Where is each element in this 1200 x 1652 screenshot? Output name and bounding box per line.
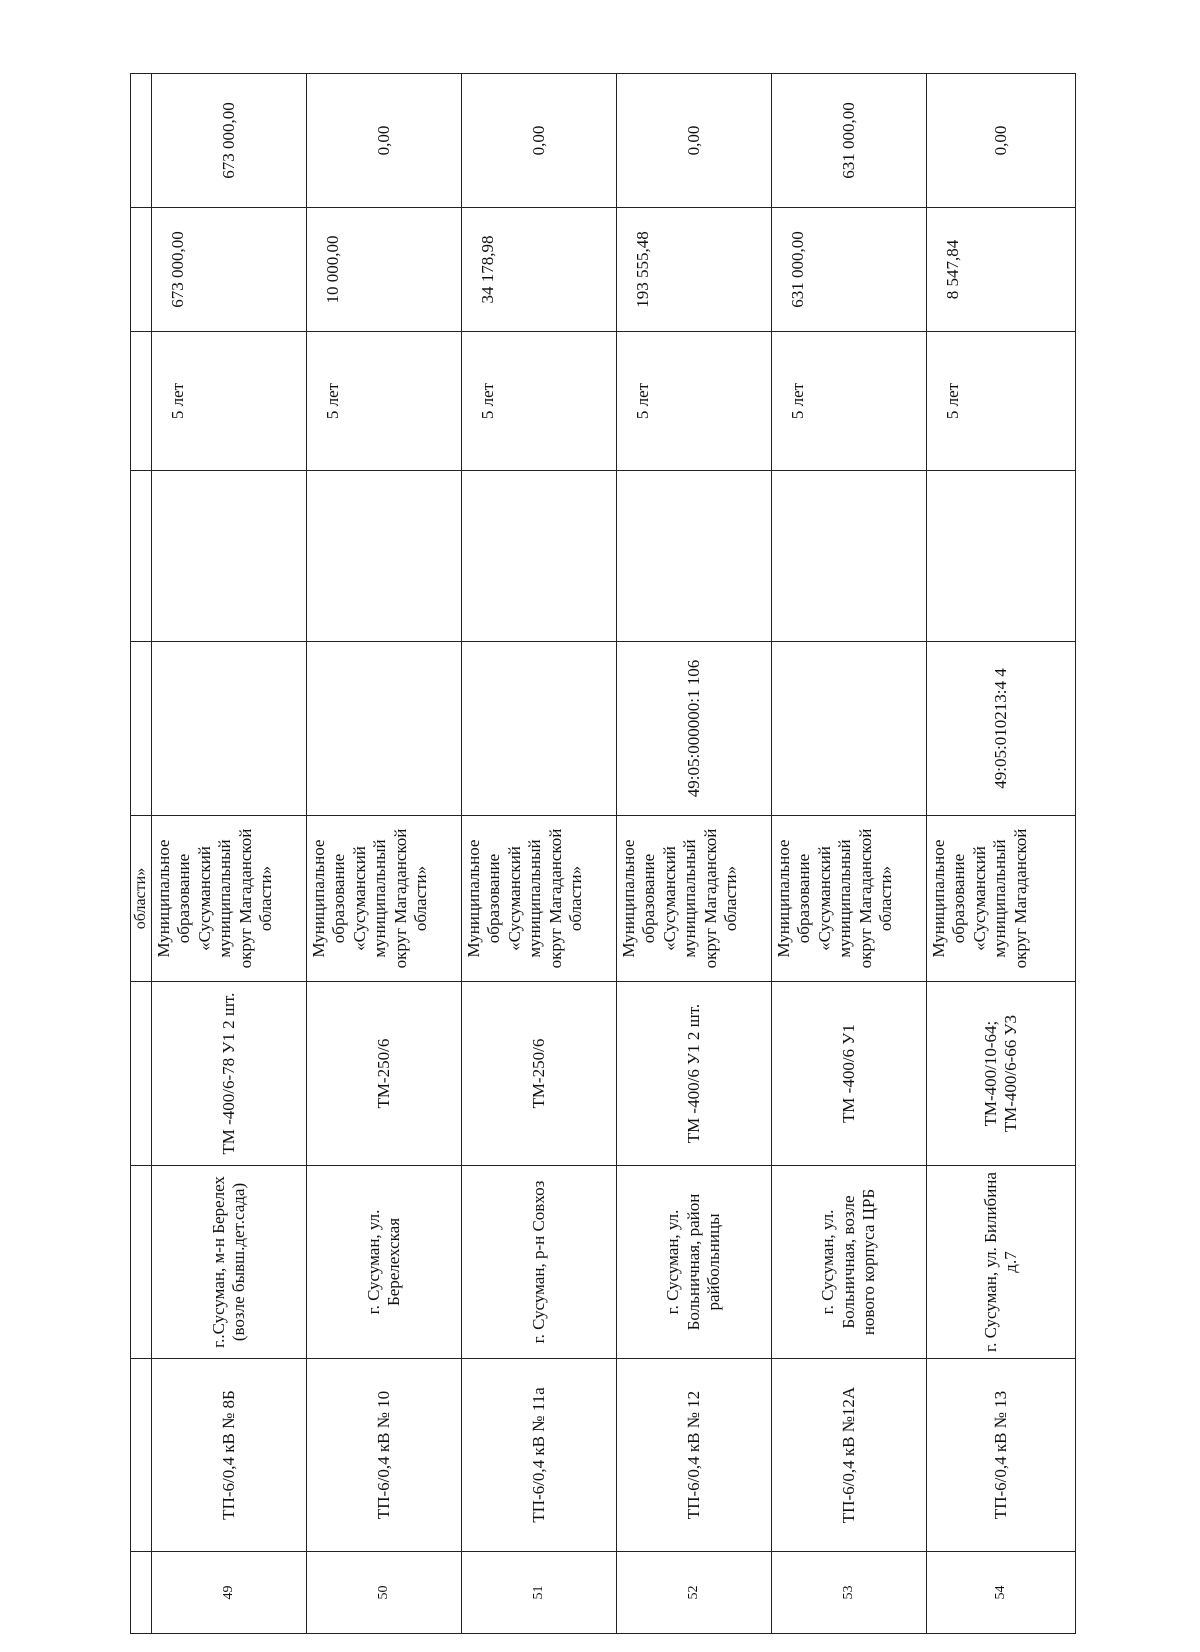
cadastral-number — [772, 642, 927, 816]
equipment-type: ТМ-400/10-64; ТМ-400/6-66 У3 — [927, 982, 1076, 1166]
table-row — [617, 74, 772, 1634]
cadastral-number: 49:05:000000:1 106 — [617, 642, 772, 816]
residual-value: 0,00 — [927, 74, 1076, 208]
residual-value: 631 000,00 — [772, 74, 927, 208]
object-name: ТП-6/0,4 кВ № 8Б — [152, 1359, 307, 1552]
book-value: 193 555,48 — [617, 208, 772, 332]
cadastral-number — [307, 642, 462, 816]
cell-empty — [131, 1552, 152, 1634]
equipment-type: ТМ-250/6 — [307, 982, 462, 1166]
owner-continuation: области» — [131, 816, 152, 982]
residual-value: 0,00 — [462, 74, 617, 208]
object-address: г. Сусуман, ул. Билибина д.7 — [927, 1166, 1076, 1359]
cell-empty — [131, 1166, 152, 1359]
cell-empty — [131, 471, 152, 642]
cadastral-number — [152, 642, 307, 816]
book-value: 8 547,84 — [927, 208, 1076, 332]
property-table — [130, 73, 1076, 1634]
residual-value: 0,00 — [307, 74, 462, 208]
cell-empty — [617, 471, 772, 642]
table-continuation-row — [131, 74, 152, 1634]
cell-empty — [462, 471, 617, 642]
object-address: г..Сусуман, м-н Берелех (возле бывш.дет.сада) — [152, 1166, 307, 1359]
cell-empty — [131, 982, 152, 1166]
book-value: 673 000,00 — [152, 208, 307, 332]
table-row — [772, 74, 927, 1634]
row-number: 50 — [307, 1552, 462, 1634]
object-address: г. Сусуман, р-н Совхоз — [462, 1166, 617, 1359]
row-number: 52 — [617, 1552, 772, 1634]
cell-empty — [307, 471, 462, 642]
object-name: ТП-6/0,4 кВ № 11а — [462, 1359, 617, 1552]
object-address: г. Сусуман, ул. Берелехская — [307, 1166, 462, 1359]
residual-value: 0,00 — [617, 74, 772, 208]
usage-term: 5 лет — [772, 332, 927, 471]
owner-name: Муниципальное образование «Сусуманский муниципальный округ Магаданской области» — [307, 816, 462, 982]
cell-empty — [131, 208, 152, 332]
row-number: 51 — [462, 1552, 617, 1634]
cell-empty — [131, 642, 152, 816]
table-row — [462, 74, 617, 1634]
table-row — [307, 74, 462, 1634]
row-number: 54 — [927, 1552, 1076, 1634]
owner-name: Муниципальное образование «Сусуманский муниципальный округ Магаданской области» — [617, 816, 772, 982]
object-name: ТП-6/0,4 кВ № 10 — [307, 1359, 462, 1552]
equipment-type: ТМ -400/6 У1 2 шт. — [617, 982, 772, 1166]
object-address: г. Сусуман, ул. Больничная, возле нового корпуса ЦРБ — [772, 1166, 927, 1359]
cadastral-number: 49:05:010213:4 4 — [927, 642, 1076, 816]
cell-empty — [152, 471, 307, 642]
book-value: 631 000,00 — [772, 208, 927, 332]
owner-name: Муниципальное образование «Сусуманский муниципальный округ Магаданской области» — [462, 816, 617, 982]
row-number: 49 — [152, 1552, 307, 1634]
usage-term: 5 лет — [152, 332, 307, 471]
cadastral-number — [462, 642, 617, 816]
object-address: г. Сусуман, ул. Больничная, район райбольницы — [617, 1166, 772, 1359]
usage-term: 5 лет — [462, 332, 617, 471]
usage-term: 5 лет — [927, 332, 1076, 471]
table-row — [927, 74, 1076, 1634]
object-name: ТП-6/0,4 кВ №12А — [772, 1359, 927, 1552]
cell-empty — [131, 74, 152, 208]
cell-empty — [131, 332, 152, 471]
equipment-type: ТМ -400/6 У1 — [772, 982, 927, 1166]
owner-name: Муниципальное образование «Сусуманский муниципальный округ Магаданской — [927, 816, 1076, 982]
cell-empty — [927, 471, 1076, 642]
table-row — [152, 74, 307, 1634]
owner-name: Муниципальное образование «Сусуманский муниципальный округ Магаданской области» — [152, 816, 307, 982]
equipment-type: ТМ-250/6 — [462, 982, 617, 1166]
row-number: 53 — [772, 1552, 927, 1634]
object-name: ТП-6/0,4 кВ № 13 — [927, 1359, 1076, 1552]
book-value: 34 178,98 — [462, 208, 617, 332]
object-name: ТП-6/0,4 кВ № 12 — [617, 1359, 772, 1552]
usage-term: 5 лет — [307, 332, 462, 471]
owner-name: Муниципальное образование «Сусуманский муниципальный округ Магаданской области» — [772, 816, 927, 982]
residual-value: 673 000,00 — [152, 74, 307, 208]
book-value: 10 000,00 — [307, 208, 462, 332]
cell-empty — [772, 471, 927, 642]
cell-empty — [131, 1359, 152, 1552]
equipment-type: ТМ -400/6-78 У1 2 шт. — [152, 982, 307, 1166]
usage-term: 5 лет — [617, 332, 772, 471]
